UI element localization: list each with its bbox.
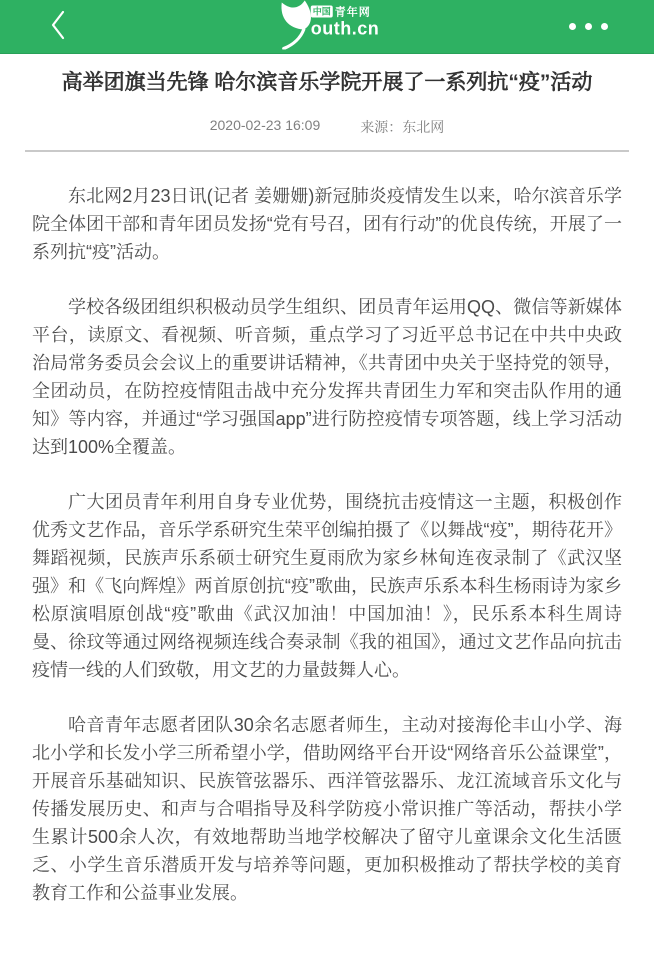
logo-wordmark: outh.cn [310,18,380,38]
article-paragraph: 广大团员青年利用自身专业优势，围绕抗击疫情这一主题，积极创作优秀文艺作品，音乐学系研究生荣平创编拍摄了《以舞战“疫”，期待花开》舞蹈视频，民族声乐系硕士研究生夏雨欣为家乡林甸连夜录制了《武汉坚强》和《飞向辉煌》两首原创抗“疫”歌曲，民族声乐系本科生杨雨诗为家乡松原演唱原创战“疫”歌曲《武汉加油！中国加油！》，民乐系本科生周诗曼、徐玟等通过网络视频连线合奏录制《我的祖国》，通过文艺作品向抗击疫情一线的人们致敬，用文艺的力量鼓舞人心。 [32,491,622,680]
logo-badge-row [311,4,380,18]
article-date: 2020-02-23 16:09 [209,116,321,133]
logo-badge: 中国 [312,6,331,16]
article-body [0,152,654,907]
article-meta [0,117,654,137]
ellipsis-icon [569,23,608,30]
back-button[interactable] [50,9,80,45]
article-paragraph: 东北网2月23日讯(记者 姜姗姗)新冠肺炎疫情发生以来，哈尔滨音乐学院全体团干部和青年团员发扬“党有号召，团有行动”的优良传统，开展了一系列抗“疫”活动。 [32,185,622,262]
logo-badge-suffix: 青年网 [334,6,371,18]
chevron-left-icon [50,10,66,43]
article-paragraph: 哈音青年志愿者团队30余名志愿者师生，主动对接海伦丰山小学、海北小学和长发小学三所希望小学，借助网络平台开设“网络音乐公益课堂”，开展音乐基础知识、民族管弦器乐、西洋管弦器乐、龙江流域音乐文化与传播发展历史、和声与合唱指导及科学防疫小常识推广等活动，帮扶小学生累计500余人次，有效地帮助当地学校解决了留守儿童课余文化生活匮乏、小学生音乐潜质开发与培养等问题，更加积极推动了帮扶学校的美育教育工作和公益事业发展。 [32,714,622,903]
youth-cn-logo[interactable] [275,0,380,54]
article-title: 高举团旗当先锋 哈尔滨音乐学院开展了一系列抗“疫”活动 [61,71,593,94]
logo-text [311,0,380,38]
more-button[interactable] [569,9,608,45]
article-source: 来源：东北网 [360,118,445,135]
article-paragraph: 学校各级团组织积极动员学生组织、团员青年运用QQ、微信等新媒体平台，读原文、看视频、听音频，重点学习了习近平总书记在中共中央政治局常务委员会会议上的重要讲话精神，《共青团中央关于坚持党的领导，全团动员，在防控疫情阻击战中充分发挥共青团生力军和突击队作用的通知》等内容，并通过“学习强国app”进行防控疫情专项答题，线上学习活动达到100%全覆盖。 [32,296,622,457]
app-header [0,0,654,54]
article [0,67,654,907]
